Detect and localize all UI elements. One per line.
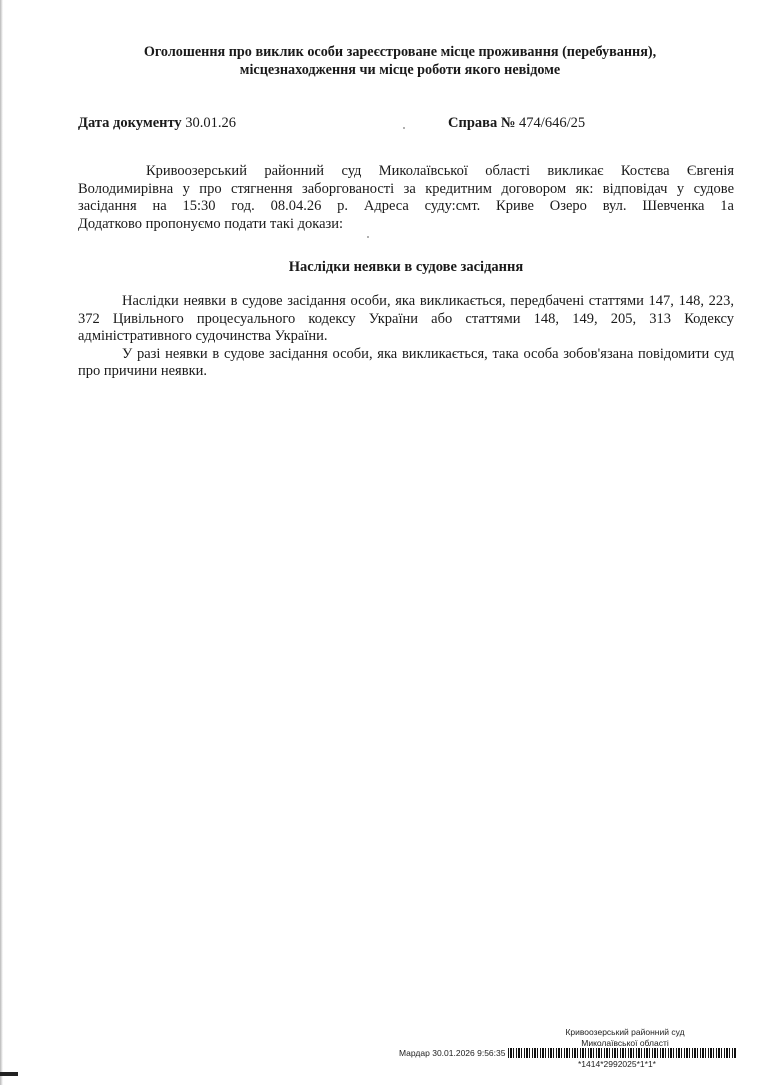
- barcode-number: *1414*2992025*1*1*: [578, 1059, 656, 1069]
- summons-line: засідання на 15:30 год. 08.04.26 р. Адреса суду:смт. Криве Озеро вул. Шевченка 1а: [78, 198, 734, 214]
- consequences-paragraph: Наслідки неявки в судове засідання особи, яка викликається, передбачені статтями 147, 148, 223, 372 Цивільного процесуального кодексу України або статтями 148, 149, 205, 313 Кодексу адміністративного судочинства України.: [78, 293, 734, 344]
- document-title: [100, 43, 700, 79]
- barcode: [508, 1048, 736, 1058]
- case-value: 474/646/25: [519, 115, 586, 131]
- consequences-paragraph: У разі неявки в судове засідання особи, яка викликається, така особа зобов'язана повідомити суд про причини неявки.: [78, 345, 734, 379]
- summons-line: Кривоозерський районний суд Миколаївської області викликає Костєва Євгенія: [146, 163, 734, 179]
- scan-edge: [0, 0, 3, 1085]
- date-value: 30.01.26: [185, 115, 237, 131]
- footer-court-line-1: Кривоозерський районний суд: [565, 1027, 685, 1037]
- scan-mark: [0, 1072, 18, 1076]
- summons-line: Володимирівна у про стягнення заборгованості за кредитним договором як: відповідач у судове: [78, 180, 734, 197]
- footer-court-name: [540, 1027, 710, 1049]
- case-number: [448, 114, 585, 132]
- date-label: Дата документу: [78, 115, 182, 131]
- title-line-2: місцезнаходження чи місце роботи якого невідоме: [239, 62, 561, 78]
- case-label: Справа №: [448, 115, 516, 131]
- summons-line: Додатково пропонуємо подати такі докази:: [78, 215, 344, 232]
- document-date: [78, 114, 236, 132]
- scan-dot: [367, 236, 369, 238]
- scan-dot: [403, 127, 405, 129]
- footer-user-timestamp: Мардар 30.01.2026 9:56:35: [399, 1048, 506, 1058]
- consequences-block: [78, 293, 734, 381]
- summons-paragraph: [78, 163, 734, 233]
- section-heading: Наслідки неявки в судове засідання: [288, 259, 524, 275]
- footer-court-line-2: Миколаївської області: [581, 1038, 669, 1048]
- title-line-1: Оголошення про виклик особи зареєстроване місце проживання (перебування),: [143, 44, 657, 60]
